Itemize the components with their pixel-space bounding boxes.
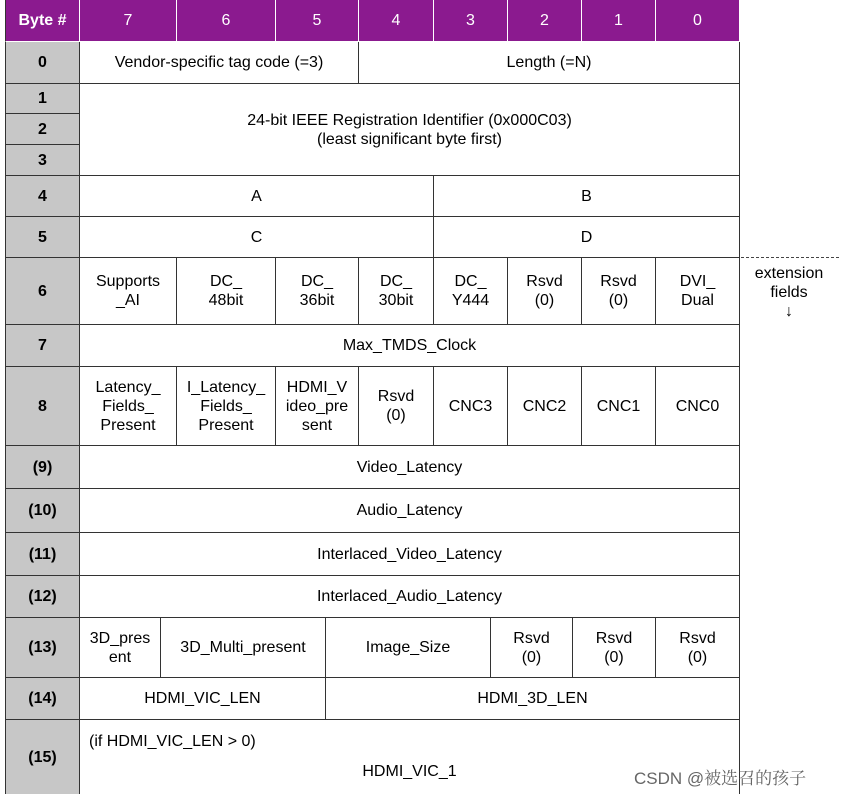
condition-text: (if HDMI_VIC_LEN > 0)	[89, 733, 256, 750]
cnc0-cell: CNC0	[656, 367, 740, 446]
row-label-1: 1	[5, 84, 80, 114]
row-label-13: (13)	[5, 618, 80, 678]
header-bit-3: 3	[434, 0, 508, 42]
hdmi-3d-len-cell: HDMI_3D_LEN	[326, 678, 740, 720]
header-bit-0: 0	[656, 0, 740, 42]
header-bit-4: 4	[359, 0, 434, 42]
row-label-5: 5	[5, 217, 80, 258]
row-label-15: (15)	[5, 720, 80, 794]
row-label-12: (12)	[5, 576, 80, 618]
extension-dashed-line	[741, 257, 839, 258]
dc-36bit-cell: DC_ 36bit	[276, 258, 359, 325]
audio-latency-cell: Audio_Latency	[80, 489, 740, 533]
header-bit-1: 1	[582, 0, 656, 42]
field-a-cell: A	[80, 176, 434, 217]
rsvd-cell: Rsvd (0)	[573, 618, 656, 678]
video-latency-cell: Video_Latency	[80, 446, 740, 489]
interlaced-audio-latency-cell: Interlaced_Audio_Latency	[80, 576, 740, 618]
3d-multi-present-cell: 3D_Multi_present	[161, 618, 326, 678]
cnc1-cell: CNC1	[582, 367, 656, 446]
latency-fields-present-cell: Latency_ Fields_ Present	[80, 367, 177, 446]
i-latency-fields-present-cell: I_Latency_ Fields_ Present	[177, 367, 276, 446]
rsvd-cell: Rsvd (0)	[508, 258, 582, 325]
dc-y444-cell: DC_ Y444	[434, 258, 508, 325]
header-bit-5: 5	[276, 0, 359, 42]
vendor-tag-code-cell: Vendor-specific tag code (=3)	[80, 42, 359, 84]
rsvd-cell: Rsvd (0)	[491, 618, 573, 678]
row-label-8: 8	[5, 367, 80, 446]
rsvd-cell: Rsvd (0)	[656, 618, 740, 678]
image-size-cell: Image_Size	[326, 618, 491, 678]
row-label-10: (10)	[5, 489, 80, 533]
rsvd-cell: Rsvd (0)	[582, 258, 656, 325]
length-cell: Length (=N)	[359, 42, 740, 84]
interlaced-video-latency-cell: Interlaced_Video_Latency	[80, 533, 740, 576]
row-label-2: 2	[5, 114, 80, 145]
row-label-4: 4	[5, 176, 80, 217]
max-tmds-clock-cell: Max_TMDS_Clock	[80, 325, 740, 367]
cnc3-cell: CNC3	[434, 367, 508, 446]
rsvd-cell: Rsvd (0)	[359, 367, 434, 446]
row-label-0: 0	[5, 42, 80, 84]
dc-48bit-cell: DC_ 48bit	[177, 258, 276, 325]
row-label-6: 6	[5, 258, 80, 325]
supports-ai-cell: Supports _AI	[80, 258, 177, 325]
hdmi-vic-len-cell: HDMI_VIC_LEN	[80, 678, 326, 720]
row-label-9: (9)	[5, 446, 80, 489]
ieee-registration-cell: 24-bit IEEE Registration Identifier (0x000C03) (least significant byte first)	[80, 84, 740, 176]
row-label-11: (11)	[5, 533, 80, 576]
row-label-14: (14)	[5, 678, 80, 720]
field-b-cell: B	[434, 176, 740, 217]
field-c-cell: C	[80, 217, 434, 258]
row-label-7: 7	[5, 325, 80, 367]
hdmi-video-present-cell: HDMI_V ideo_pre sent	[276, 367, 359, 446]
header-bit-2: 2	[508, 0, 582, 42]
dc-30bit-cell: DC_ 30bit	[359, 258, 434, 325]
3d-present-cell: 3D_pres ent	[80, 618, 161, 678]
watermark: CSDN @被选召的孩子	[634, 769, 807, 788]
dvi-dual-cell: DVI_ Dual	[656, 258, 740, 325]
header-bit-7: 7	[80, 0, 177, 42]
extension-fields-note: extension fields ↓	[754, 265, 824, 320]
header-bit-6: 6	[177, 0, 276, 42]
header-byte-label: Byte #	[5, 0, 80, 42]
row-label-3: 3	[5, 145, 80, 176]
field-d-cell: D	[434, 217, 740, 258]
hdmi-vic-1-text: HDMI_VIC_1	[362, 763, 457, 780]
cnc2-cell: CNC2	[508, 367, 582, 446]
